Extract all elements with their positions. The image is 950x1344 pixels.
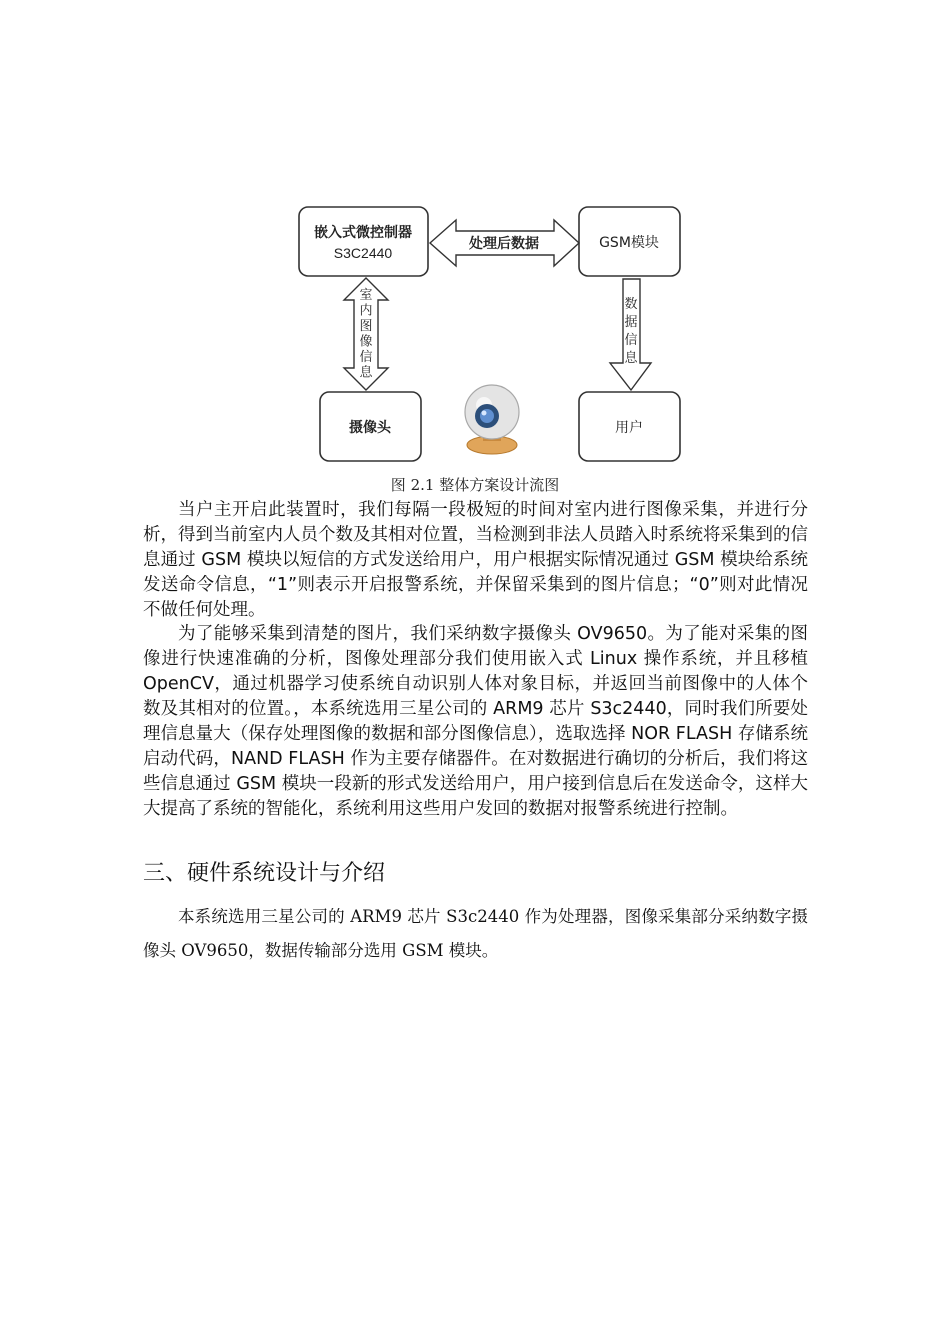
arrow-left-label-char: 像: [359, 334, 373, 350]
arrow-left-label-char: 息: [359, 365, 373, 381]
system-flow-diagram: [290, 200, 690, 470]
webcam-icon: [465, 385, 519, 454]
paragraph-1: 当户主开启此装置时，我们每隔一段极短的时间对室内进行图像采集，并进行分析，得到当前室内人员个数及其相对位置，当检测到非法人员踏入时系统将采集到的信息通过 GSM 模块以短信的方式发送给用户，用户根据实际情况通过 GSM 模块给系统发送命令信息，“1”则表示开启报警系统，并保留采集到的图片信息；“0”则对此情况不做任何处理。: [143, 500, 808, 620]
arrow-right-label-char: 息: [624, 351, 638, 366]
section-heading: 三、硬件系统设计与介绍: [143, 861, 386, 886]
arrow-h-label: 处理后数据: [469, 236, 539, 252]
arrow-left-label-char: 图: [359, 319, 373, 334]
arrow-left-label-char: 内: [359, 303, 373, 319]
arrow-right-label-char: 信: [624, 333, 638, 348]
arrow-left-label-char: 信: [359, 350, 373, 365]
gsm-label: GSM模块: [599, 235, 659, 251]
arrow-right-label-char: 据: [624, 315, 638, 330]
arrow-left-label: [359, 288, 373, 381]
mcu-label-line1: 嵌入式微控制器: [314, 225, 412, 241]
paragraph-3: 本系统选用三星公司的 ARM9 芯片 S3c2440 作为处理器，图像采集部分采纳数字摄像头 OV9650，数据传输部分选用 GSM 模块。: [143, 907, 808, 960]
arrow-right-label-char: 数: [624, 297, 638, 312]
user-label: 用户: [615, 420, 643, 436]
mcu-label-line2: S3C2440: [333, 245, 393, 261]
mcu-box: [299, 207, 428, 276]
figure-caption: 图 2.1 整体方案设计流图: [390, 476, 560, 494]
camera-label: 摄像头: [349, 420, 391, 436]
paragraph-2: 为了能够采集到清楚的图片，我们采纳数字摄像头 OV9650。为了能对采集的图像进行快速准确的分析，图像处理部分我们使用嵌入式 Linux 操作系统，并且移植 OpenCV，通过机器学习使系统自动识别人体对象目标，并返回当前图像中的人体个数及其相对的位置。，本系统选用三星公司的 ARM9 芯片 S3c2440，同时我们所要处理信息量大（保存处理图像的数据和部分图像信息），选取选择 NOR FLASH 存储系统启动代码，NAND FLASH 作为主要存储器件。在对数据进行确切的分析后，我们将这些信息通过 GSM 模块一段新的形式发送给用户，用户接到信息后在发送命令，这样大大提高了系统的智能化，系统利用这些用户发回的数据对报警系统进行控制。: [143, 624, 808, 819]
arrow-left-label-char: 室: [359, 288, 373, 303]
